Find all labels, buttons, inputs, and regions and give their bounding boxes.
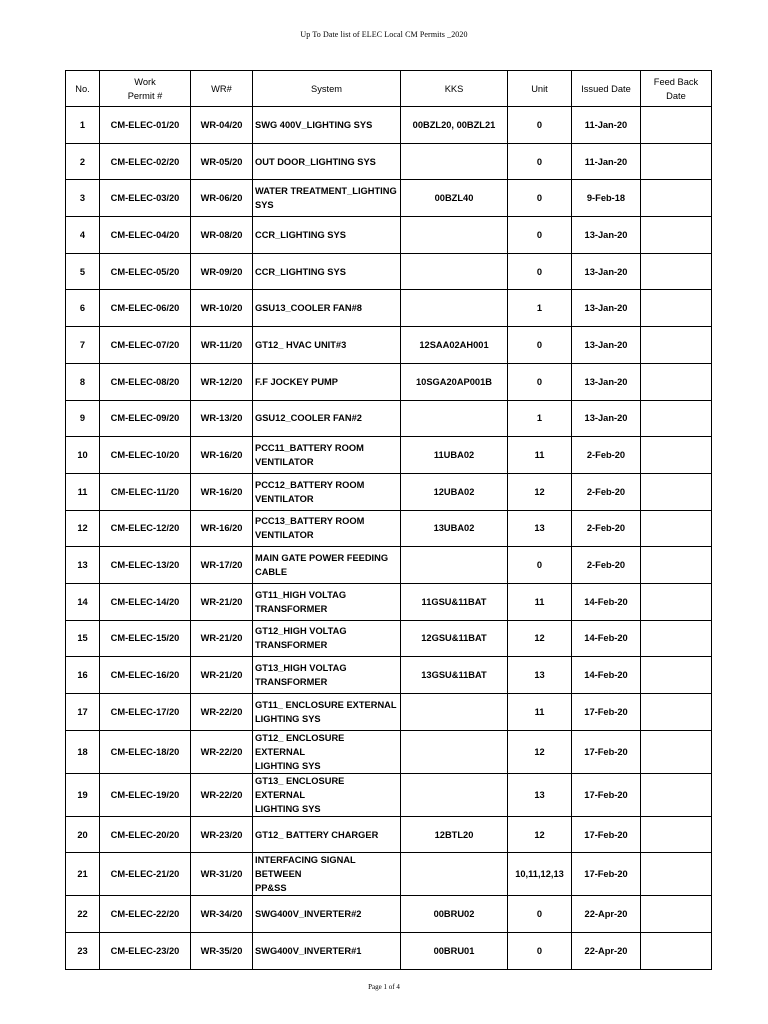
cell-kks: 00BRU01 [401, 933, 508, 970]
cell-kks [401, 290, 508, 327]
cell-issued-date: 13-Jan-20 [572, 290, 641, 327]
cell-work-permit: CM-ELEC-12/20 [100, 510, 191, 547]
system-line1: GT12_ ENCLOSURE EXTERNAL [255, 732, 345, 757]
header-wr: WR# [191, 71, 253, 107]
cell-system [253, 473, 401, 510]
cell-feedback-date [641, 896, 712, 933]
cell-no: 18 [66, 730, 100, 773]
system-line1: CCR_LIGHTING SYS [255, 229, 346, 240]
document-title: Up To Date list of ELEC Local CM Permits _2020 [300, 30, 468, 39]
cell-feedback-date [641, 107, 712, 144]
system-line1: GT13_ ENCLOSURE EXTERNAL [255, 775, 345, 800]
cell-system [253, 896, 401, 933]
system-line2: VENTILATOR [255, 493, 314, 504]
cell-unit: 13 [508, 773, 572, 816]
cell-no: 16 [66, 657, 100, 694]
cell-system [253, 694, 401, 731]
cell-wr: WR-06/20 [191, 180, 253, 217]
cell-no: 15 [66, 620, 100, 657]
cell-wr: WR-13/20 [191, 400, 253, 437]
cell-issued-date: 11-Jan-20 [572, 143, 641, 180]
cell-feedback-date [641, 327, 712, 364]
cell-no: 8 [66, 363, 100, 400]
page-footer: Page 1 of 4 [368, 983, 400, 991]
cell-wr: WR-04/20 [191, 107, 253, 144]
cell-work-permit: CM-ELEC-04/20 [100, 217, 191, 254]
system-line2: PP&SS [255, 883, 287, 894]
cell-work-permit: CM-ELEC-11/20 [100, 473, 191, 510]
cell-work-permit: CM-ELEC-15/20 [100, 620, 191, 657]
table-row [66, 180, 712, 217]
cell-issued-date: 17-Feb-20 [572, 773, 641, 816]
cell-wr: WR-35/20 [191, 933, 253, 970]
header-unit: Unit [508, 71, 572, 107]
header-feedback-date [641, 71, 712, 107]
cell-feedback-date [641, 180, 712, 217]
cell-work-permit: CM-ELEC-06/20 [100, 290, 191, 327]
cell-work-permit: CM-ELEC-03/20 [100, 180, 191, 217]
cell-feedback-date [641, 363, 712, 400]
header-no: No. [66, 71, 100, 107]
cell-feedback-date [641, 217, 712, 254]
system-line2: TRANSFORMER [255, 603, 328, 614]
table-row [66, 896, 712, 933]
cell-system [253, 853, 401, 896]
cell-system [253, 816, 401, 853]
table-row [66, 773, 712, 816]
cell-unit: 0 [508, 253, 572, 290]
system-line1: PCC11_BATTERY ROOM [255, 443, 364, 454]
cell-system [253, 620, 401, 657]
system-line1: INTERFACING SIGNAL BETWEEN [255, 855, 356, 880]
table-row [66, 730, 712, 773]
cell-unit: 0 [508, 896, 572, 933]
cell-wr: WR-21/20 [191, 620, 253, 657]
cell-work-permit: CM-ELEC-07/20 [100, 327, 191, 364]
cell-issued-date: 17-Feb-20 [572, 730, 641, 773]
cell-feedback-date [641, 620, 712, 657]
system-line1: GT12_ HVAC UNIT#3 [255, 339, 347, 350]
cell-unit: 12 [508, 620, 572, 657]
cell-kks [401, 730, 508, 773]
cell-wr: WR-21/20 [191, 657, 253, 694]
cell-kks: 12GSU&11BAT [401, 620, 508, 657]
system-line2: TRANSFORMER [255, 640, 328, 651]
cell-wr: WR-23/20 [191, 816, 253, 853]
cell-unit: 12 [508, 473, 572, 510]
cell-system [253, 363, 401, 400]
cell-no: 22 [66, 896, 100, 933]
cell-kks [401, 253, 508, 290]
cell-wr: WR-22/20 [191, 694, 253, 731]
cell-unit: 10,11,12,13 [508, 853, 572, 896]
system-line1: PCC13_BATTERY ROOM [255, 516, 365, 527]
cell-unit: 0 [508, 107, 572, 144]
cell-wr: WR-16/20 [191, 437, 253, 474]
table-row [66, 217, 712, 254]
table-row [66, 363, 712, 400]
cell-no: 13 [66, 547, 100, 584]
cell-no: 17 [66, 694, 100, 731]
cell-work-permit: CM-ELEC-16/20 [100, 657, 191, 694]
cell-issued-date: 22-Apr-20 [572, 896, 641, 933]
cell-kks: 13GSU&11BAT [401, 657, 508, 694]
cell-kks [401, 773, 508, 816]
cell-kks: 10SGA20AP001B [401, 363, 508, 400]
cell-kks: 00BZL40 [401, 180, 508, 217]
table-row [66, 107, 712, 144]
cell-kks [401, 694, 508, 731]
cell-no: 4 [66, 217, 100, 254]
cell-no: 6 [66, 290, 100, 327]
cell-unit: 11 [508, 437, 572, 474]
table-row [66, 547, 712, 584]
cell-wr: WR-05/20 [191, 143, 253, 180]
cell-work-permit: CM-ELEC-02/20 [100, 143, 191, 180]
cell-work-permit: CM-ELEC-22/20 [100, 896, 191, 933]
cell-work-permit: CM-ELEC-01/20 [100, 107, 191, 144]
header-feedback-line1: Feed Back [653, 76, 699, 87]
cell-system [253, 217, 401, 254]
cell-wr: WR-31/20 [191, 853, 253, 896]
table-row [66, 657, 712, 694]
system-line1: WATER TREATMENT_LIGHTING [255, 186, 397, 197]
cell-unit: 1 [508, 400, 572, 437]
cell-wr: WR-11/20 [191, 327, 253, 364]
system-line1: GT11_ ENCLOSURE EXTERNAL [255, 699, 397, 710]
cell-issued-date: 13-Jan-20 [572, 217, 641, 254]
table-row [66, 437, 712, 474]
cell-unit: 12 [508, 816, 572, 853]
system-line2: TRANSFORMER [255, 677, 328, 688]
system-line2: VENTILATOR [255, 530, 314, 541]
table-header-row [66, 71, 712, 107]
cell-issued-date: 2-Feb-20 [572, 437, 641, 474]
cell-kks: 12BTL20 [401, 816, 508, 853]
cell-system [253, 657, 401, 694]
cell-unit: 11 [508, 583, 572, 620]
system-line1: SWG400V_INVERTER#1 [255, 945, 362, 956]
table-row [66, 400, 712, 437]
system-line2: LIGHTING SYS [255, 803, 321, 814]
cell-kks [401, 547, 508, 584]
system-line1: OUT DOOR_LIGHTING SYS [255, 156, 376, 167]
cell-issued-date: 2-Feb-20 [572, 510, 641, 547]
cell-issued-date: 17-Feb-20 [572, 853, 641, 896]
cell-kks [401, 143, 508, 180]
cell-no: 14 [66, 583, 100, 620]
cell-wr: WR-22/20 [191, 773, 253, 816]
system-line1: GSU12_COOLER FAN#2 [255, 413, 362, 424]
table-row [66, 694, 712, 731]
cell-work-permit: CM-ELEC-21/20 [100, 853, 191, 896]
cell-system [253, 547, 401, 584]
table-row [66, 620, 712, 657]
cell-no: 7 [66, 327, 100, 364]
cell-system [253, 180, 401, 217]
cell-system [253, 327, 401, 364]
cell-system [253, 437, 401, 474]
cell-issued-date: 14-Feb-20 [572, 583, 641, 620]
cell-feedback-date [641, 253, 712, 290]
cell-kks: 11GSU&11BAT [401, 583, 508, 620]
cell-wr: WR-17/20 [191, 547, 253, 584]
cell-unit: 0 [508, 217, 572, 254]
cell-wr: WR-34/20 [191, 896, 253, 933]
cell-wr: WR-08/20 [191, 217, 253, 254]
cell-work-permit: CM-ELEC-09/20 [100, 400, 191, 437]
cell-feedback-date [641, 933, 712, 970]
cell-unit: 0 [508, 363, 572, 400]
header-work-permit-line2: Permit # [127, 90, 163, 101]
cell-work-permit: CM-ELEC-13/20 [100, 547, 191, 584]
permits-table [65, 70, 712, 970]
cell-feedback-date [641, 657, 712, 694]
cell-no: 21 [66, 853, 100, 896]
cell-system [253, 510, 401, 547]
cell-work-permit: CM-ELEC-08/20 [100, 363, 191, 400]
cell-kks: 00BRU02 [401, 896, 508, 933]
table-row [66, 933, 712, 970]
table-row [66, 327, 712, 364]
cell-issued-date: 11-Jan-20 [572, 107, 641, 144]
cell-wr: WR-09/20 [191, 253, 253, 290]
cell-issued-date: 2-Feb-20 [572, 547, 641, 584]
cell-work-permit: CM-ELEC-10/20 [100, 437, 191, 474]
cell-unit: 0 [508, 143, 572, 180]
cell-kks [401, 217, 508, 254]
cell-feedback-date [641, 437, 712, 474]
cell-feedback-date [641, 400, 712, 437]
cell-unit: 11 [508, 694, 572, 731]
system-line1: F.F JOCKEY PUMP [255, 376, 338, 387]
table-row [66, 816, 712, 853]
cell-system [253, 290, 401, 327]
cell-wr: WR-10/20 [191, 290, 253, 327]
cell-unit: 0 [508, 327, 572, 364]
cell-issued-date: 2-Feb-20 [572, 473, 641, 510]
system-line1: GT13_HIGH VOLTAG [255, 663, 347, 674]
cell-system [253, 253, 401, 290]
cell-unit: 0 [508, 547, 572, 584]
cell-feedback-date [641, 473, 712, 510]
system-line2: LIGHTING SYS [255, 760, 321, 771]
system-line1: GT12_ BATTERY CHARGER [255, 829, 379, 840]
cell-feedback-date [641, 773, 712, 816]
cell-system [253, 583, 401, 620]
cell-unit: 13 [508, 510, 572, 547]
cell-no: 12 [66, 510, 100, 547]
cell-no: 2 [66, 143, 100, 180]
cell-kks: 12UBA02 [401, 473, 508, 510]
system-line1: SWG 400V_LIGHTING SYS [255, 119, 373, 130]
cell-wr: WR-16/20 [191, 473, 253, 510]
cell-feedback-date [641, 510, 712, 547]
header-system: System [253, 71, 401, 107]
cell-feedback-date [641, 730, 712, 773]
cell-issued-date: 17-Feb-20 [572, 694, 641, 731]
cell-issued-date: 14-Feb-20 [572, 620, 641, 657]
table-row [66, 510, 712, 547]
cell-kks [401, 853, 508, 896]
cell-feedback-date [641, 143, 712, 180]
cell-no: 20 [66, 816, 100, 853]
cell-issued-date: 13-Jan-20 [572, 327, 641, 364]
system-line1: GSU13_COOLER FAN#8 [255, 303, 362, 314]
cell-kks [401, 400, 508, 437]
cell-system [253, 400, 401, 437]
header-feedback-line2: Date [666, 90, 686, 101]
cell-no: 3 [66, 180, 100, 217]
cell-issued-date: 13-Jan-20 [572, 363, 641, 400]
system-line2: SYS [255, 200, 274, 211]
cell-issued-date: 22-Apr-20 [572, 933, 641, 970]
table-row [66, 143, 712, 180]
cell-feedback-date [641, 694, 712, 731]
cell-wr: WR-16/20 [191, 510, 253, 547]
cell-no: 19 [66, 773, 100, 816]
cell-no: 11 [66, 473, 100, 510]
cell-unit: 0 [508, 933, 572, 970]
cell-issued-date: 13-Jan-20 [572, 253, 641, 290]
header-work-permit [100, 71, 191, 107]
table-row [66, 473, 712, 510]
cell-no: 10 [66, 437, 100, 474]
cell-work-permit: CM-ELEC-05/20 [100, 253, 191, 290]
system-line1: PCC12_BATTERY ROOM [255, 479, 365, 490]
cell-work-permit: CM-ELEC-18/20 [100, 730, 191, 773]
system-line1: GT12_HIGH VOLTAG [255, 626, 347, 637]
system-line1: GT11_HIGH VOLTAG [255, 589, 347, 600]
cell-unit: 12 [508, 730, 572, 773]
cell-work-permit: CM-ELEC-17/20 [100, 694, 191, 731]
system-line2: VENTILATOR [255, 457, 314, 468]
cell-no: 9 [66, 400, 100, 437]
table-row [66, 853, 712, 896]
system-line2: LIGHTING SYS [255, 713, 321, 724]
cell-kks: 11UBA02 [401, 437, 508, 474]
cell-no: 5 [66, 253, 100, 290]
cell-system [253, 107, 401, 144]
system-line1: SWG400V_INVERTER#2 [255, 909, 362, 920]
cell-kks: 00BZL20, 00BZL21 [401, 107, 508, 144]
cell-system [253, 933, 401, 970]
cell-kks: 13UBA02 [401, 510, 508, 547]
table-row [66, 583, 712, 620]
cell-wr: WR-12/20 [191, 363, 253, 400]
cell-issued-date: 9-Feb-18 [572, 180, 641, 217]
cell-unit: 13 [508, 657, 572, 694]
table-body [66, 107, 712, 970]
cell-work-permit: CM-ELEC-23/20 [100, 933, 191, 970]
cell-feedback-date [641, 583, 712, 620]
cell-feedback-date [641, 290, 712, 327]
header-issued-date: Issued Date [572, 71, 641, 107]
cell-issued-date: 17-Feb-20 [572, 816, 641, 853]
cell-system [253, 143, 401, 180]
cell-no: 1 [66, 107, 100, 144]
system-line1: MAIN GATE POWER FEEDING [255, 553, 389, 564]
cell-issued-date: 13-Jan-20 [572, 400, 641, 437]
cell-unit: 0 [508, 180, 572, 217]
table-row [66, 290, 712, 327]
header-kks: KKS [401, 71, 508, 107]
header-work-permit-line1: Work [134, 76, 156, 87]
cell-work-permit: CM-ELEC-19/20 [100, 773, 191, 816]
cell-issued-date: 14-Feb-20 [572, 657, 641, 694]
system-line1: CCR_LIGHTING SYS [255, 266, 346, 277]
system-line2: CABLE [255, 567, 288, 578]
table-row [66, 253, 712, 290]
cell-wr: WR-21/20 [191, 583, 253, 620]
cell-system [253, 730, 401, 773]
cell-work-permit: CM-ELEC-14/20 [100, 583, 191, 620]
cell-no: 23 [66, 933, 100, 970]
cell-feedback-date [641, 816, 712, 853]
cell-system [253, 773, 401, 816]
cell-wr: WR-22/20 [191, 730, 253, 773]
cell-unit: 1 [508, 290, 572, 327]
cell-feedback-date [641, 547, 712, 584]
cell-kks: 12SAA02AH001 [401, 327, 508, 364]
cell-feedback-date [641, 853, 712, 896]
cell-work-permit: CM-ELEC-20/20 [100, 816, 191, 853]
